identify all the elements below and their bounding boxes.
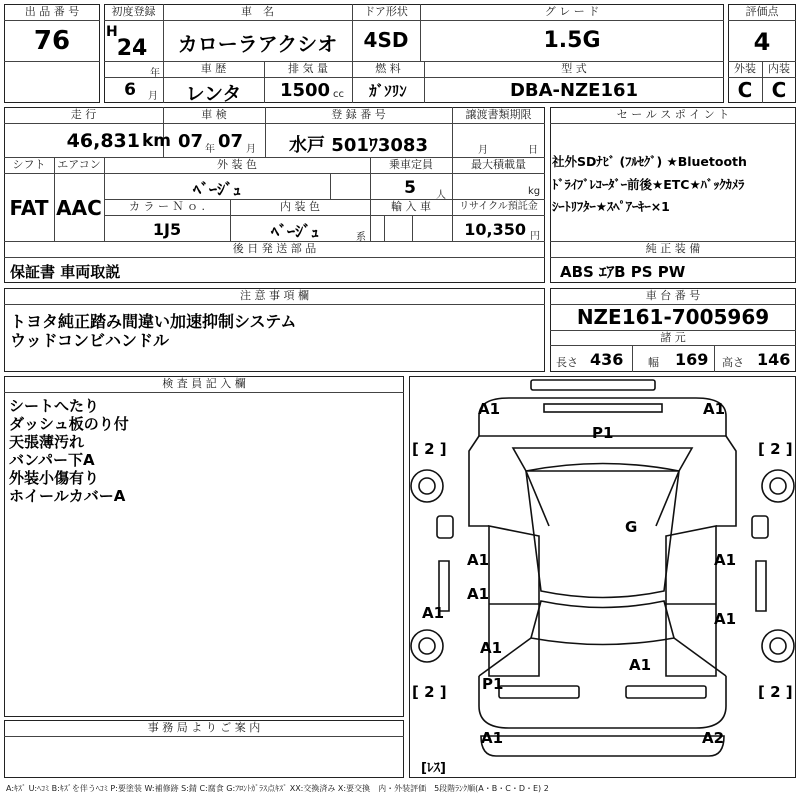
displacement-value: 1500 — [279, 80, 331, 101]
door-header: ドア形状 — [364, 5, 408, 18]
mark-a2-bottom-right: A2 — [702, 729, 725, 747]
color-no-header: カ ラ ー Ｎ ｏ . — [129, 200, 205, 213]
car-name-header: 車 名 — [241, 5, 274, 18]
mileage-header: 走 行 — [70, 108, 97, 121]
max-load-unit: kg — [528, 186, 541, 197]
sales-point-header: セ ー ル ス ポ イ ン ト — [616, 108, 730, 121]
mileage-unit: km — [142, 131, 172, 151]
sales-point-line-3: ｼｰﾄﾘﾌﾀｰ★ｽﾍﾟｱｰｷｰ×1 — [552, 199, 670, 214]
notes-line-2: ウッドコンビハンドル — [10, 331, 170, 350]
mark-a1-front-right: A1 — [703, 400, 726, 418]
registration-header: 登 録 番 号 — [331, 108, 386, 121]
chassis-header: 車 台 番 号 — [645, 289, 701, 302]
year-unit: 年 — [150, 68, 160, 79]
mark-a1-center-left: A1 — [480, 639, 503, 657]
score-header: 評価点 — [745, 5, 779, 18]
transfer-header: 譲渡書類期限 — [465, 108, 532, 121]
interior-grade-header: 内装 — [768, 62, 790, 75]
exterior-grade-header: 外装 — [734, 62, 756, 75]
aircon-value: AAC — [56, 196, 102, 220]
mark-tire-top-right: [ 2 ] — [758, 440, 793, 458]
exterior-grade-value: C — [737, 78, 753, 102]
inspection-month-unit: 月 — [246, 144, 256, 155]
color-no-value: 1J5 — [152, 220, 182, 239]
max-load-header: 最大積載量 — [471, 158, 526, 171]
genuine-equipment-header: 純 正 装 備 — [645, 242, 701, 255]
aircon-header: エアコン — [57, 158, 101, 171]
mark-tire-top-left: [ 2 ] — [412, 440, 447, 458]
mark-tire-bottom-right: [ 2 ] — [758, 683, 793, 701]
exterior-color-header: 外 装 色 — [217, 158, 257, 171]
inspector-note-5: 外装小傷有り — [9, 469, 100, 487]
legend: A:ｷｽﾞ U:ﾍｺﾐ B:ｷｽﾞを伴うﾍｺﾐ P:要塗装 W:補修跡 S:錆 C:腐食 G:ﾌﾛﾝﾄｶﾞﾗｽ点ｷｽﾞ XX:交換済み X:要交換 内・外装評価 5段階ﾗﾝｸ順(A・B・C・D・E) 2 — [6, 784, 549, 793]
later-parts-header: 後 日 発 送 部 品 — [232, 242, 317, 255]
sales-point-line-1: 社外SDﾅﾋﾞ (ﾌﾙｾｸﾞ) ★Bluetooth — [552, 154, 747, 169]
shift-value: FAT — [9, 196, 49, 220]
door-value: 4SD — [363, 28, 409, 52]
inspector-note-6: ホイールカバーA — [9, 487, 126, 505]
sales-point-line-2: ﾄﾞﾗｲﾌﾞﾚｺｰﾀﾞｰ前後★ETC★ﾊﾞｯｸｶﾒﾗ — [552, 177, 745, 192]
office-notice-header: 事 務 局 よ り ご 案 内 — [147, 721, 261, 734]
mark-p1-bottom: P1 — [482, 675, 504, 693]
specs-header: 諸 元 — [660, 331, 686, 344]
mark-a1-mid-right: A1 — [714, 551, 737, 569]
capacity-unit: 人 — [436, 190, 446, 201]
inspector-note-2: ダッシュ板のり付 — [9, 415, 129, 433]
width-label: 幅 — [648, 356, 659, 369]
registration-value: 水戸 501ﾜ3083 — [289, 135, 428, 156]
inspector-notes-header: 検 査 員 記 入 欄 — [162, 377, 246, 390]
length-value: 436 — [590, 350, 624, 369]
genuine-equipment-value: ABS ｴｱB PS PW — [560, 263, 686, 281]
width-value: 169 — [675, 350, 709, 369]
mark-a1-center: A1 — [629, 656, 652, 674]
inspector-note-3: 天張薄汚れ — [9, 433, 85, 451]
history-header: 車 歴 — [200, 62, 227, 75]
mileage-value: 46,831 — [66, 130, 140, 152]
era-letter: H — [106, 24, 118, 40]
shift-header: シフト — [12, 158, 46, 171]
mark-spare: [ﾚｽ] — [421, 761, 446, 776]
fuel-value: ｶﾞｿﾘﾝ — [369, 82, 407, 100]
era-year: 24 — [116, 36, 148, 61]
mark-a1-bottom-left: A1 — [481, 729, 504, 747]
month-unit: 月 — [148, 91, 158, 102]
capacity-value: 5 — [404, 178, 416, 198]
mark-a1-front-left: A1 — [478, 400, 501, 418]
mark-g: G — [625, 518, 638, 536]
height-value: 146 — [757, 350, 791, 369]
recycle-unit: 円 — [530, 231, 540, 242]
score-value: 4 — [753, 28, 771, 56]
inspection-year: 07 — [178, 131, 204, 152]
mark-p1-top: P1 — [592, 424, 614, 442]
displacement-unit: cc — [333, 89, 344, 100]
month-value: 6 — [124, 80, 136, 100]
grade-value: 1.5G — [543, 28, 601, 53]
recycle-value: 10,350 — [464, 220, 526, 239]
inspection-month: 07 — [218, 131, 244, 152]
car-name-value: カローラアクシオ — [177, 32, 338, 56]
recycle-header: リサイクル預託金 — [459, 201, 538, 212]
notes-line-1: トヨタ純正踏み間違い加速抑制システム — [10, 312, 297, 331]
model-code-header: 型 式 — [561, 62, 587, 75]
history-value: レンタ — [185, 83, 242, 105]
exterior-color-value: ﾍﾞｰｼﾞｭ — [192, 180, 241, 199]
displacement-header: 排 気 量 — [288, 62, 328, 75]
later-parts-value: 保証書 車両取説 — [10, 263, 121, 281]
first-reg-header: 初度登録 — [111, 5, 156, 18]
length-label: 長さ — [556, 356, 578, 369]
mark-a1-rear-right: A1 — [714, 610, 737, 628]
lot-no-value: 76 — [33, 26, 71, 56]
interior-color-unit: 系 — [356, 232, 366, 243]
interior-color-header: 内 装 色 — [280, 200, 320, 213]
inspection-header: 車 検 — [201, 108, 227, 121]
inspection-year-unit: 年 — [205, 144, 215, 155]
capacity-header: 乗車定員 — [389, 158, 433, 171]
fuel-header: 燃 料 — [375, 62, 401, 75]
inspector-note-4: バンパー下A — [9, 451, 95, 469]
mark-a1-mid-left: A1 — [467, 551, 490, 569]
inspector-note-1: シートへたり — [9, 397, 100, 415]
mark-a1-rear-left: A1 — [467, 585, 490, 603]
notes-header: 注 意 事 項 欄 — [240, 289, 309, 302]
mark-tire-bottom-left: [ 2 ] — [412, 683, 447, 701]
height-label: 高さ — [722, 356, 744, 369]
chassis-value: NZE161-7005969 — [576, 305, 770, 329]
transfer-day-unit: 日 — [528, 145, 538, 156]
grade-header: グ レ ー ド — [544, 5, 600, 18]
interior-color-value: ﾍﾞｰｼﾞｭ — [270, 222, 319, 241]
transfer-month-unit: 月 — [478, 145, 488, 156]
mark-a1-outer-left: A1 — [422, 604, 445, 622]
interior-grade-value: C — [771, 78, 787, 102]
import-header: 輸 入 車 — [391, 200, 431, 213]
model-code-value: DBA-NZE161 — [509, 80, 639, 101]
lot-no-header: 出 品 番 号 — [24, 5, 80, 18]
